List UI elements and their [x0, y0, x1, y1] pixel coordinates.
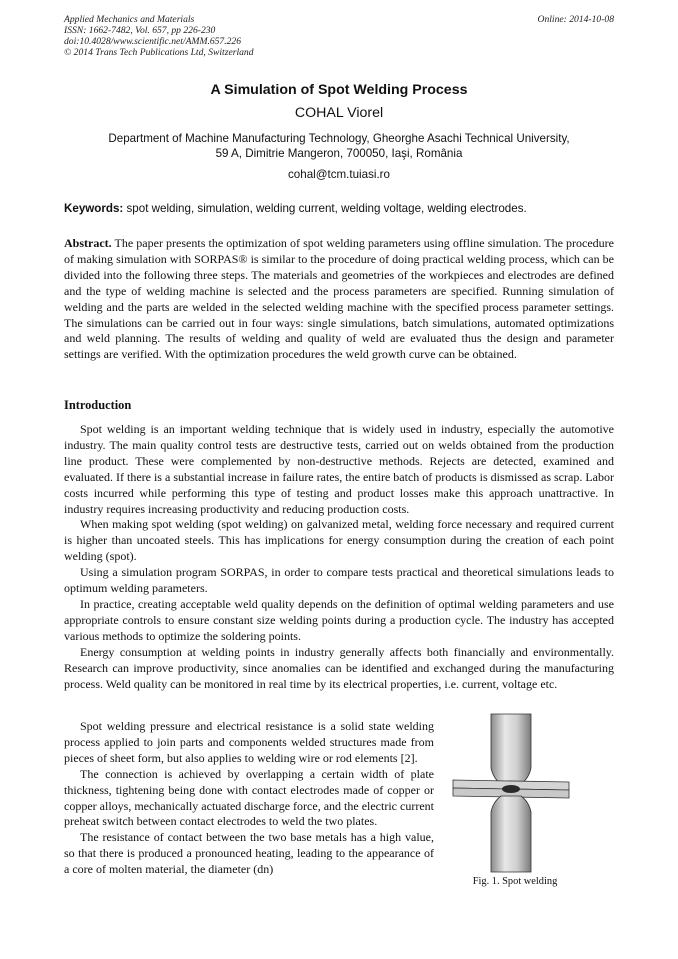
intro-body	[64, 422, 614, 692]
lower-electrode	[491, 796, 531, 872]
author-name: COHAL Viorel	[294, 105, 384, 121]
copyright-line: © 2014 Trans Tech Publications Ltd, Switzerland	[64, 47, 254, 58]
affiliation	[40, 131, 638, 161]
spot-welding-figure	[449, 712, 573, 874]
paragraph: Energy consumption at welding points in industry generally affects both financially and environmentally. Research can improve productivity, since anomalies can be identified and exchanged during the manufacturing process. Weld quality can be monitored in real time by its electrical properties, i.e. current, voltage etc.	[64, 644, 614, 691]
left-column	[64, 719, 434, 878]
affiliation-line: Department of Machine Manufacturing Technology, Gheorghe Asachi Technical University,	[108, 132, 570, 145]
paragraph: When making spot welding (spot welding) on galvanized metal, welding force necessary and required current is higher than uncoated steels. This has implications for energy consumption during the creation of each point welding (spot).	[64, 517, 614, 564]
paragraph: The resistance of contact between the two base metals has a high value, so that there is produced a pronounced heating, leading to the appearance of a core of molten material, the diameter (dn)	[64, 830, 434, 877]
abstract	[64, 236, 614, 363]
paragraph: Using a simulation program SORPAS, in order to compare tests practical and theoretical simulations leads to optimum welding parameters.	[64, 565, 614, 596]
keywords-label: Keywords:	[64, 202, 124, 215]
doi-line: doi:10.4028/www.scientific.net/AMM.657.226	[64, 36, 242, 47]
section-heading: Introduction	[64, 398, 132, 412]
keywords-text: spot welding, simulation, welding current, welding voltage, welding electrodes.	[123, 202, 527, 215]
abstract-label: Abstract.	[64, 236, 112, 250]
online-date: Online: 2014-10-08	[537, 14, 614, 25]
affiliation-line: 59 A, Dimitrie Mangeron, 700050, Iaşi, România	[215, 147, 463, 160]
journal-name: Applied Mechanics and Materials	[64, 14, 195, 25]
figure-caption: Fig. 1. Spot welding	[472, 876, 558, 887]
paragraph: In practice, creating acceptable weld quality depends on the definition of optimal welding parameters and use appropriate controls to ensure constant size welding points during a production cycle. The industry has accepted various methods to optimize the soldering points.	[64, 596, 614, 643]
journal-header	[64, 14, 254, 58]
paragraph: Spot welding is an important welding technique that is widely used in industry, especially the automotive industry. The main quality control tests are destructive tests, carried out on welds obtained from the production line product. These were complemented by non-destructive methods. Rejects are detected, examined and evaluated. If there is a substantial increase in failure rates, the entire batch of products is dismissed as scrap. Labor costs incurred while performing this type of testing and product losses make this approach unattractive. In industry requires increasing productivity and reducing production costs.	[64, 422, 614, 516]
paragraph: The connection is achieved by overlapping a certain width of plate thickness, tightening being done with contact electrodes made of copper or copper alloys, mechanically actuated discharge force, and the electric current preheat switch between contact electrodes to weld the two plates.	[64, 766, 434, 829]
paper-title: A Simulation of Spot Welding Process	[210, 82, 468, 98]
upper-electrode	[491, 714, 531, 784]
keywords	[64, 202, 624, 215]
paragraph: Spot welding pressure and electrical resistance is a solid state welding process applied to join parts and components welded structures made from pieces of sheet form, but also applies to welding wire or rod elements [2].	[64, 719, 434, 765]
weld-nugget	[502, 785, 520, 793]
issn-line: ISSN: 1662-7482, Vol. 657, pp 226-230	[64, 25, 216, 36]
author-email: cohal@tcm.tuiasi.ro	[288, 168, 390, 181]
abstract-text: The paper presents the optimization of spot welding parameters using offline simulation. The procedure of making simulation with SORPAS® is similar to the procedure of doing practical welding process, which can be divided into the following three steps. The materials and geometries of the workpieces and electrodes are defined and the type of welding machine is selected and the process parameters are specified. Running simulation of welding and the parts are welded in the selected welding machine with the specified process parameter settings. The simulations can be carried out in four ways: single simulations, batch simulations, automated optimizations and weld planning. The results of welding and quality of weld are evaluated thus the design and parameter settings are verified. With the optimization procedures the weld growth curve can be obtained.	[64, 236, 614, 362]
